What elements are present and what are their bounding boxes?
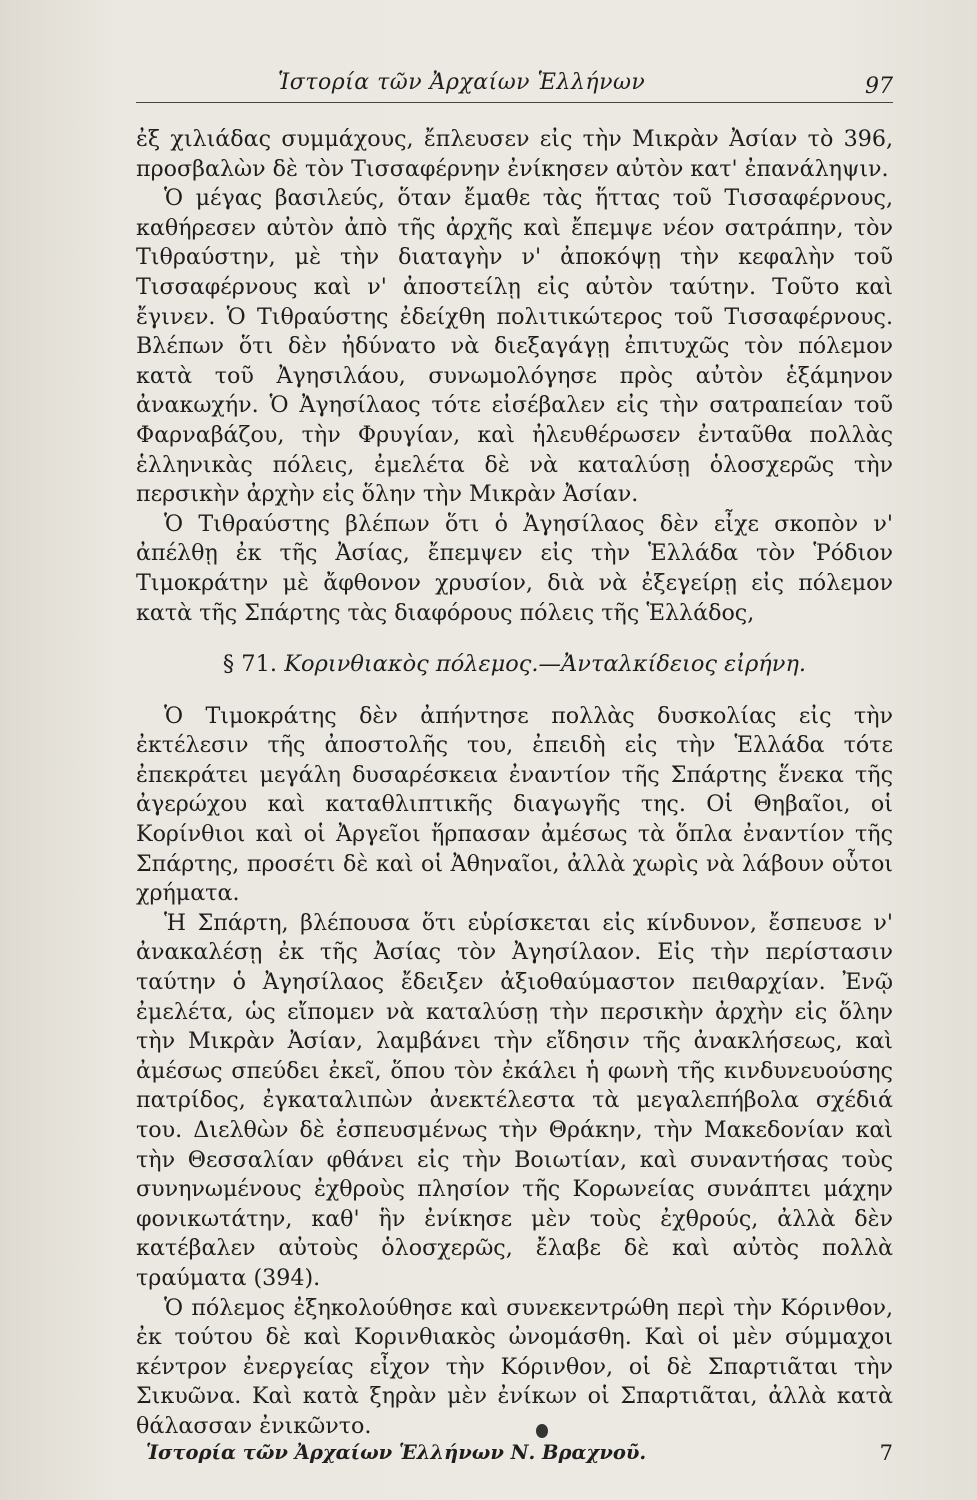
paragraph: Ὁ Τιθραύστης βλέπων ὅτι ὁ Ἀγησίλαος δὲν εἶχε σκοπὸν ν' ἀπέλθῃ ἐκ τῆς Ἀσίας, ἔπεμψεν εἰς τὴν Ἑλλάδα τὸν Ῥόδιον Τιμοκράτην μὲ ἄφθονον χρυσίον, διὰ νὰ ἐξεγείρῃ εἰς πόλεμον κατὰ τῆς Σπάρτης τὰς διαφόρους πόλεις τῆς Ἑλλάδος, bbox=[136, 510, 893, 626]
page-number: 97 bbox=[865, 74, 893, 99]
paragraph: Ἡ Σπάρτη, βλέπουσα ὅτι εὑρίσκεται εἰς κίνδυνον, ἔσπευσε ν' ἀνακαλέσῃ ἐκ τῆς Ἀσίας τὸν Ἀγησίλαον. Εἰς τὴν περίστασιν ταύτην ὁ Ἀγησίλαος ἔδειξεν ἀξιοθαύμαστον πειθαρχίαν. Ἐνῷ ἐμελέτα, ὡς εἴπομεν νὰ καταλύσῃ τὴν περσικὴν ἀρχὴν εἰς ὅλην τὴν Μικρὰν Ἀσίαν, λαμβάνει τὴν εἴδησιν τῆς ἀνακλήσεως, καὶ ἀμέσως σπεύδει ἐκεῖ, ὅπου τὸν ἐκάλει ἡ φωνὴ τῆς κινδυνευούσης πατρίδος, ἐγκαταλιπὼν ἀνεκτέλεστα τὰ μεγαλεπήβολα σχέδιά του. Διελθὼν δὲ ἐσπευσμένως τὴν Θράκην, τὴν Μακεδονίαν καὶ τὴν Θεσσαλίαν φθάνει εἰς τὴν Βοιωτίαν, καὶ συναντήσας τοὺς συνηνωμένους ἐχθροὺς πλησίον τῆς Κορωνείας συνάπτει μάχην φονικωτάτην, καθ' ἣν ἐνίκησε μὲν τοὺς ἐχθρούς, ἀλλὰ δὲν κατέβαλεν αὐτοὺς ὁλοσχερῶς, ἔλαβε δὲ καὶ αὐτὸς πολλὰ τραύματα (394). bbox=[136, 909, 893, 1291]
footer-imprint-text: Ἱστορία τῶν Ἀρχαίων Ἑλλήνων Ν. Βραχνοῦ. bbox=[146, 1441, 647, 1464]
footer-imprint bbox=[146, 1441, 893, 1464]
section-heading bbox=[136, 650, 893, 680]
paragraph-continuation: ἐξ χιλιάδας συμμάχους, ἔπλευσεν εἰς τὴν Μικρὰν Ἀσίαν τὸ 396, προσβαλὼν δὲ τὸν Τισσαφέρνην ἐνίκησεν αὐτὸν κατ' ἐπανάληψιν. bbox=[136, 126, 893, 182]
running-title: Ἱστορία τῶν Ἀρχαίων Ἑλλήνων bbox=[278, 70, 646, 95]
printer-ornament-icon bbox=[536, 1424, 548, 1438]
paragraph: Ὁ Τιμοκράτης δὲν ἀπήντησε πολλὰς δυσκολίας εἰς τὴν ἐκτέλεσιν τῆς ἀποστολῆς του, ἐπειδὴ εἰς τὴν Ἑλλάδα τότε ἐπεκράτει μεγάλη δυσαρέσκεια ἐναντίον τῆς Σπάρτης ἕνεκα τῆς ἀγερώχου καὶ καταθλιπτικῆς διαγωγῆς της. Οἱ Θηβαῖοι, οἱ Κορίνθιοι καὶ οἱ Ἀργεῖοι ἥρπασαν ἀμέσως τὰ ὅπλα ἐναντίον τῆς Σπάρτης, προσέτι δὲ καὶ οἱ Ἀθηναῖοι, ἀλλὰ χωρὶς νὰ λάβουν οὗτοι χρήματα. bbox=[136, 702, 893, 907]
body-text bbox=[136, 125, 893, 1442]
paragraph: Ὁ μέγας βασιλεύς, ὅταν ἔμαθε τὰς ἥττας τοῦ Τισσαφέρνους, καθήρεσεν αὐτὸν ἀπὸ τῆς ἀρχῆς καὶ ἔπεμψε νέον σατράπην, τὸν Τιθραύστην, μὲ τὴν διαταγὴν ν' ἀποκόψῃ τὴν κεφαλὴν τοῦ Τισσαφέρνους καὶ ν' ἀποστείλῃ εἰς αὐτὸν ταύτην. Τοῦτο καὶ ἔγινεν. Ὁ Τιθραύστης ἐδείχθη πολιτικώτερος τοῦ Τισσαφέρνους. Βλέπων ὅτι δὲν ἠδύνατο νὰ διεξαγάγῃ ἐπιτυχῶς τὸν πόλεμον κατὰ τοῦ Ἀγησιλάου, συνωμολόγησε πρὸς αὐτὸν ἑξάμηνον ἀνακωχήν. Ὁ Ἀγησίλαος τότε εἰσέβαλεν εἰς τὴν σατραπείαν τοῦ Φαρναβάζου, τὴν Φρυγίαν, καὶ ἠλευθέρωσεν ἐνταῦθα πολλὰς ἑλληνικὰς πόλεις, ἐμελέτα δὲ νὰ καταλύσῃ ὁλοσχερῶς τὴν περσικὴν ἀρχὴν εἰς ὅλην τὴν Μικρὰν Ἀσίαν. bbox=[136, 185, 893, 508]
paragraph: Ὁ πόλεμος ἐξηκολούθησε καὶ συνεκεντρώθη περὶ τὴν Κόρινθον, ἐκ τούτου δὲ καὶ Κορινθιακὸς ὠνομάσθη. Καὶ οἱ μὲν σύμμαχοι κέντρον ἐνεργείας εἶχον τὴν Κόρινθον, οἱ δὲ Σπαρτιᾶται τὴν Σικυῶνα. Καὶ κατὰ ξηρὰν μὲν ἐνίκων οἱ Σπαρτιᾶται, ἀλλὰ κατὰ θάλασσαν ἐνικῶντο. bbox=[136, 1294, 893, 1439]
section-number: § 71. bbox=[222, 651, 278, 678]
section-title: Κορινθιακὸς πόλεμος.—Ἀνταλκίδειος εἰρήνη. bbox=[284, 651, 807, 678]
signature-number: 7 bbox=[879, 1441, 893, 1465]
running-head bbox=[136, 68, 893, 103]
